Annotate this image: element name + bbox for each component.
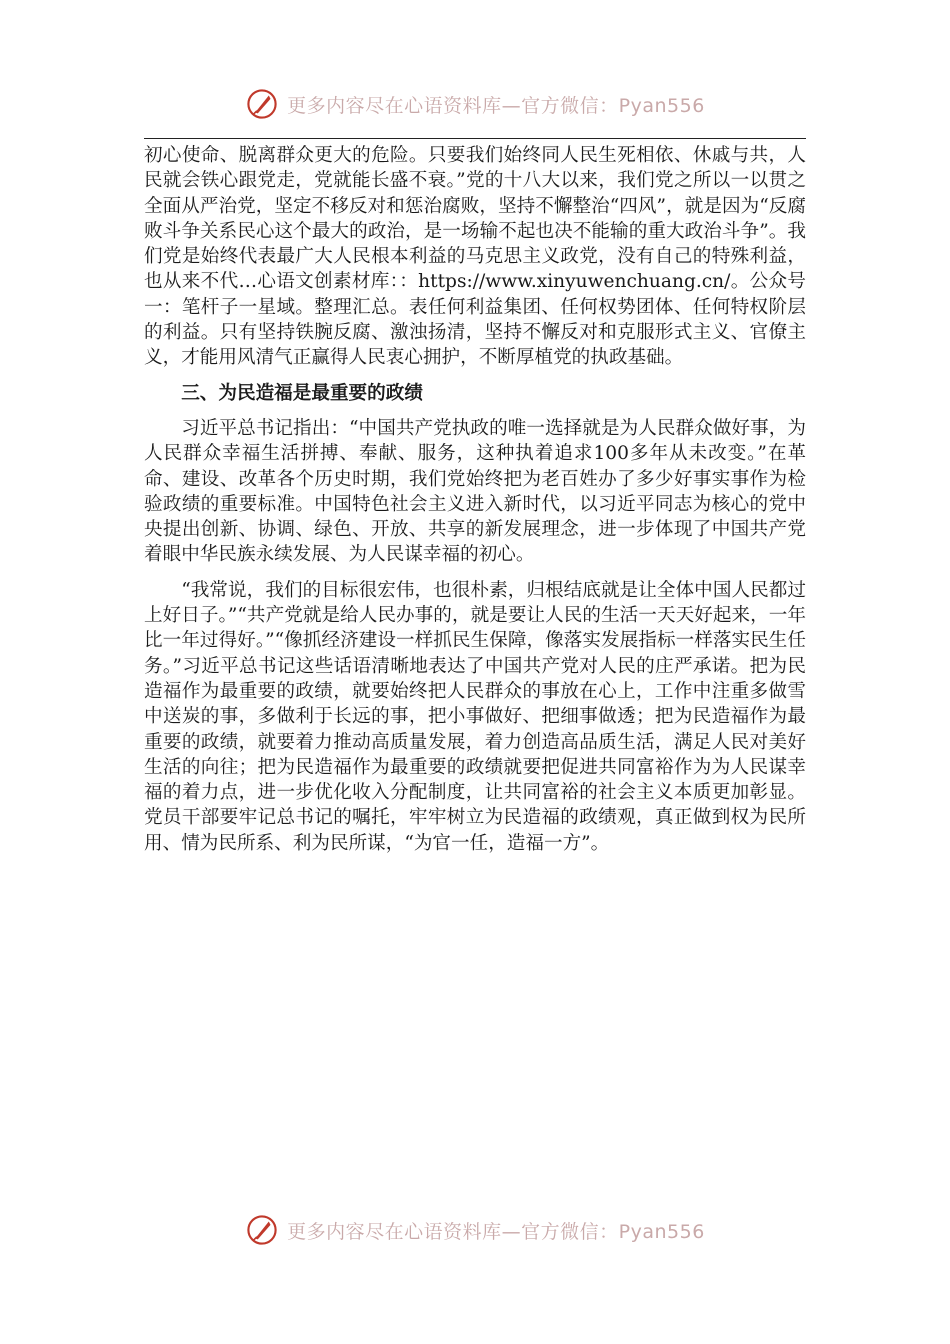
footer-banner — [245, 1213, 705, 1247]
header-banner-text: 更多内容尽在心语资料库—官方微信：Pyan556 — [287, 94, 705, 117]
quill-logo-icon — [245, 1213, 279, 1247]
page-footer — [0, 1210, 950, 1250]
footer-banner-text: 更多内容尽在心语资料库—官方微信：Pyan556 — [287, 1220, 705, 1243]
paragraph: “我常说，我们的目标很宏伟，也很朴素，归根结底就是让全体中国人民都过上好日子。”“共产党就是给人民办事的，就是要让人民的生活一天天好起来，一年比一年过得好。”“像抓经济建设一样抓民生保障，像落实发展指标一样落实民生任务。”习近平总书记这些话语清晰地表达了中国共产党对人民的庄严承诺。把为民造福作为最重要的政绩，就要始终把人民群众的事放在心上，工作中注重多做雪中送炭的事，多做利于长远的事，把小事做好、把细事做透；把为民造福作为最重要的政绩，就要着力推动高质量发展，着力创造高品质生活，满足人民对美好生活的向往；把为民造福作为最重要的政绩就要把促进共同富裕作为为人民谋幸福的着力点，进一步优化收入分配制度，让共同富裕的社会主义本质更加彰显。党员干部要牢记总书记的嘱托，牢牢树立为民造福的政绩观，真正做到权为民所用、情为民所系、利为民所谋，“为官一任，造福一方”。 — [144, 579, 806, 854]
paragraph: 初心使命、脱离群众更大的危险。只要我们始终同人民生死相依、休戚与共，人民就会铁心跟党走，党就能长盛不衰。”党的十八大以来，我们党之所以一以贯之全面从严治党，坚定不移反对和惩治腐败，坚持不懈整治“四风”，就是因为“反腐败斗争关系民心这个最大的政治，是一场输不起也决不能输的重大政治斗争”。我们党是始终代表最广大人民根本利益的马克思主义政党，没有自己的特殊利益，也从来不代…心语文创素材库：：https://www.xinyuwenchuang.cn/。公众号一：笔杆子一星域。整理汇总。表任何利益集团、任何权势团体、任何特权阶层的利益。只有坚持铁腕反腐、激浊扬清，坚持不懈反对和克服形式主义、官僚主义，才能用风清气正赢得人民衷心拥护，不断厚植党的执政基础。 — [144, 145, 806, 369]
header-banner — [245, 87, 705, 121]
document-body — [144, 143, 806, 856]
paragraph: 习近平总书记指出：“中国共产党执政的唯一选择就是为人民群众做好事，为人民群众幸福生活拼搏、奉献、服务，这种执着追求100多年从未改变。”在革命、建设、改革各个历史时期，我们党始终把为老百姓办了多少好事实事作为检验政绩的重要标准。中国特色社会主义进入新时代，以习近平同志为核心的党中央提出创新、协调、绿色、开放、共享的新发展理念，进一步体现了中国共产党着眼中华民族永续发展、为人民谋幸福的初心。 — [144, 417, 806, 566]
section-heading: 三、为民造福是最重要的政绩 — [181, 382, 423, 404]
header-divider — [144, 138, 806, 139]
quill-logo-icon — [245, 87, 279, 121]
page-header — [0, 84, 950, 124]
